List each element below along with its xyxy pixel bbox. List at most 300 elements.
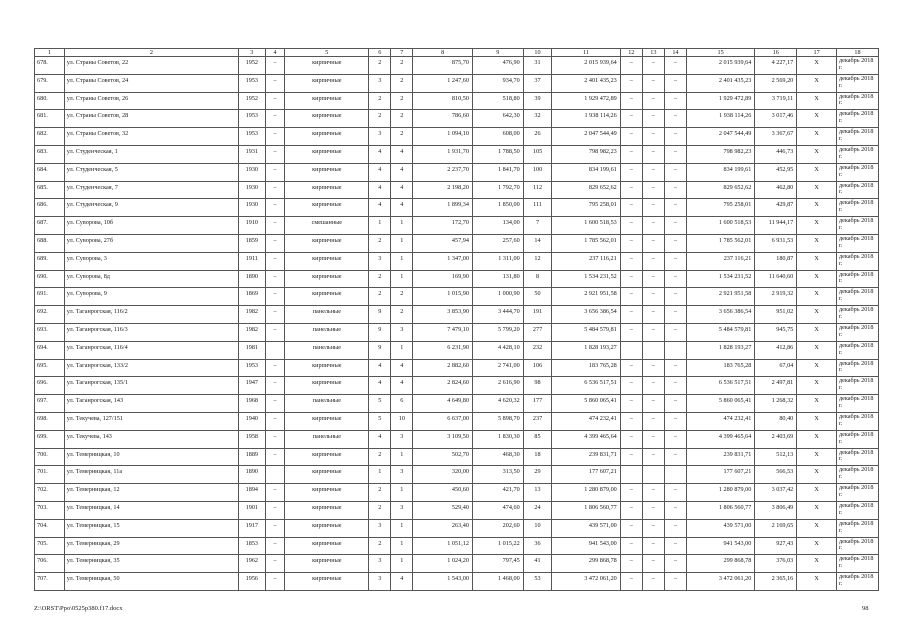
table-cell: 6 536 517,51 [686, 377, 754, 395]
table-cell: 3 472 061,20 [552, 573, 620, 591]
table-cell: 1 929 472,89 [686, 92, 754, 110]
table-cell: X [797, 448, 837, 466]
table-cell [265, 341, 285, 359]
table-cell: 14 [523, 234, 552, 252]
table-cell: – [642, 74, 664, 92]
table-cell: 6 931,53 [755, 234, 797, 252]
table-cell: – [664, 519, 686, 537]
table-cell: – [620, 395, 642, 413]
table-cell: 5 [369, 395, 391, 413]
table-cell: 7 [523, 217, 552, 235]
table-cell: – [664, 537, 686, 555]
table-cell: 1 268,32 [755, 395, 797, 413]
table-cell: – [265, 323, 285, 341]
table-cell: 512,13 [755, 448, 797, 466]
table-cell: декабрь 2018 г. [836, 412, 878, 430]
table-cell: X [797, 288, 837, 306]
table-cell: 1 600 518,53 [686, 217, 754, 235]
table-cell: 1 534 231,52 [686, 270, 754, 288]
table-cell: 5 799,20 [472, 323, 523, 341]
table-row [35, 430, 879, 448]
table-row [35, 466, 879, 484]
table-cell: 3 [369, 573, 391, 591]
table-cell: 177 607,21 [686, 466, 754, 484]
table-cell: X [797, 252, 837, 270]
table-row [35, 448, 879, 466]
table-cell: кирпичные [285, 163, 369, 181]
table-cell: 1 [391, 484, 413, 502]
table-cell: – [265, 74, 285, 92]
table-cell: 1981 [239, 341, 265, 359]
table-cell: – [664, 74, 686, 92]
table-cell: X [797, 217, 837, 235]
table-cell: 2 [391, 288, 413, 306]
table-cell: 106 [523, 359, 552, 377]
table-cell [642, 466, 664, 484]
table-cell: 4 399 465,64 [552, 430, 620, 448]
table-cell: 3 [369, 555, 391, 573]
table-cell: – [620, 537, 642, 555]
table-cell: X [797, 537, 837, 555]
column-header: 13 [642, 49, 664, 57]
table-cell: 3 [391, 323, 413, 341]
table-cell: – [664, 448, 686, 466]
table-cell: – [642, 377, 664, 395]
table-cell: 3 [369, 128, 391, 146]
table-cell: ул. Темерницкая, 12 [64, 484, 238, 502]
table-cell: 642,30 [472, 110, 523, 128]
table-cell: 685. [35, 181, 65, 199]
table-cell: ул. Страны Советов, 26 [64, 92, 238, 110]
table-cell: 1947 [239, 377, 265, 395]
table-cell: 41 [523, 555, 552, 573]
table-cell: – [265, 163, 285, 181]
table-cell: X [797, 199, 837, 217]
table-cell: 1 [369, 466, 391, 484]
table-cell: 9 [369, 341, 391, 359]
table-cell: – [620, 555, 642, 573]
table-cell: 810,50 [413, 92, 473, 110]
column-number-header [35, 49, 879, 57]
table-cell: 239 831,71 [686, 448, 754, 466]
table-cell: – [620, 234, 642, 252]
table-cell: 1930 [239, 199, 265, 217]
table-cell: 2 365,16 [755, 573, 797, 591]
table-cell: 134,00 [472, 217, 523, 235]
table-cell: ул. Темерницкая, 10 [64, 448, 238, 466]
table-row [35, 377, 879, 395]
table-cell: 1 785 562,01 [686, 234, 754, 252]
table-cell: 705. [35, 537, 65, 555]
column-header: 14 [664, 49, 686, 57]
table-cell: – [620, 217, 642, 235]
table-cell: ул. Текучева, 143 [64, 430, 238, 448]
table-cell: декабрь 2018 г. [836, 466, 878, 484]
table-cell: кирпичные [285, 110, 369, 128]
table-cell: 4 [391, 181, 413, 199]
table-cell: – [620, 252, 642, 270]
table-cell: – [664, 217, 686, 235]
table-cell: 3 [369, 519, 391, 537]
table-cell: кирпичные [285, 537, 369, 555]
table-cell: 468,30 [472, 448, 523, 466]
table-cell: 2 [369, 448, 391, 466]
table-cell: 1 788,50 [472, 145, 523, 163]
table-cell: кирпичные [285, 519, 369, 537]
table-cell: – [265, 377, 285, 395]
table-cell: 3 719,11 [755, 92, 797, 110]
table-cell: 3 656 386,54 [552, 306, 620, 324]
table-cell: – [642, 395, 664, 413]
table-cell: 1 931,70 [413, 145, 473, 163]
table-cell: 2 [369, 92, 391, 110]
table-cell: 36 [523, 537, 552, 555]
table-cell: 85 [523, 430, 552, 448]
table-cell: 3 806,49 [755, 501, 797, 519]
table-cell: 111 [523, 199, 552, 217]
table-cell: 3 017,46 [755, 110, 797, 128]
table-cell [664, 466, 686, 484]
table-cell: ул. Темерницкая, 35 [64, 555, 238, 573]
header-row [35, 49, 879, 57]
table-cell: кирпичные [285, 359, 369, 377]
table-cell: 682. [35, 128, 65, 146]
table-cell: 1 247,60 [413, 74, 473, 92]
table-row [35, 341, 879, 359]
table-cell: ул. Студенческая, 9 [64, 199, 238, 217]
table-cell: ул. Темерницкая, 50 [64, 573, 238, 591]
table-cell: 18 [523, 448, 552, 466]
table-cell: X [797, 92, 837, 110]
table-cell: 566,53 [755, 466, 797, 484]
table-cell: 1953 [239, 74, 265, 92]
table-cell: 680. [35, 92, 65, 110]
table-cell: ул. Таганрогская, 116/4 [64, 341, 238, 359]
table-cell: – [664, 181, 686, 199]
table-cell: 172,70 [413, 217, 473, 235]
table-cell: 2 824,60 [413, 377, 473, 395]
table-cell: – [664, 145, 686, 163]
table-cell: – [265, 252, 285, 270]
table-cell: 2 921 951,58 [686, 288, 754, 306]
table-cell: 941 543,00 [552, 537, 620, 555]
table-cell: – [642, 217, 664, 235]
table-cell: – [664, 412, 686, 430]
table-cell: X [797, 128, 837, 146]
table-row [35, 555, 879, 573]
table-cell: 232 [523, 341, 552, 359]
table-cell: 2 921 951,58 [552, 288, 620, 306]
table-cell: – [664, 430, 686, 448]
table-cell: 798 982,23 [686, 145, 754, 163]
table-cell: – [620, 92, 642, 110]
table-cell: 429,87 [755, 199, 797, 217]
table-cell: – [642, 448, 664, 466]
table-cell: 2 [391, 92, 413, 110]
table-cell: декабрь 2018 г. [836, 484, 878, 502]
table-cell: 263,40 [413, 519, 473, 537]
table-cell: 1 347,00 [413, 252, 473, 270]
table-cell: 3 853,90 [413, 306, 473, 324]
table-cell: 786,60 [413, 110, 473, 128]
table-row [35, 537, 879, 555]
column-header: 15 [686, 49, 754, 57]
table-cell: 131,80 [472, 270, 523, 288]
table-cell: X [797, 466, 837, 484]
table-cell: 5 [369, 412, 391, 430]
table-cell: 706. [35, 555, 65, 573]
table-cell: 945,75 [755, 323, 797, 341]
table-cell: 100 [523, 163, 552, 181]
table-cell: 50 [523, 288, 552, 306]
table-cell: X [797, 573, 837, 591]
table-cell: – [265, 484, 285, 502]
table-cell: 875,70 [413, 57, 473, 75]
table-cell: 1930 [239, 181, 265, 199]
table-row [35, 323, 879, 341]
table-cell: 1917 [239, 519, 265, 537]
table-cell: 29 [523, 466, 552, 484]
table-cell: – [620, 270, 642, 288]
table-cell: 798 982,23 [552, 145, 620, 163]
table-row [35, 199, 879, 217]
table-cell: декабрь 2018 г. [836, 555, 878, 573]
table-cell: 697. [35, 395, 65, 413]
table-row [35, 181, 879, 199]
column-header: 10 [523, 49, 552, 57]
table-cell: 927,43 [755, 537, 797, 555]
table-cell: 2 497,81 [755, 377, 797, 395]
column-header: 9 [472, 49, 523, 57]
table-cell: – [620, 377, 642, 395]
table-cell: – [620, 501, 642, 519]
table-cell: 2 [369, 234, 391, 252]
table-cell [620, 466, 642, 484]
table-cell [642, 341, 664, 359]
table-cell: 7 479,10 [413, 323, 473, 341]
table-cell: ул. Таганрогская, 143 [64, 395, 238, 413]
table-cell: – [664, 306, 686, 324]
table-cell: кирпичные [285, 181, 369, 199]
table-cell: X [797, 270, 837, 288]
table-cell: ул. Темерницкая, 11а [64, 466, 238, 484]
table-cell: 237 116,21 [552, 252, 620, 270]
table-cell: 797,45 [472, 555, 523, 573]
table-cell: 177 607,21 [552, 466, 620, 484]
table-cell: 1 [391, 234, 413, 252]
table-cell: 39 [523, 92, 552, 110]
table-cell: 1 051,12 [413, 537, 473, 555]
table-cell: 1 [391, 252, 413, 270]
table-cell: декабрь 2018 г. [836, 519, 878, 537]
table-cell: – [620, 163, 642, 181]
table-cell: 2 047 544,49 [686, 128, 754, 146]
table-cell: 1 899,34 [413, 199, 473, 217]
housing-register-table [34, 48, 879, 591]
table-cell: 2 [391, 57, 413, 75]
table-cell: 2 919,32 [755, 288, 797, 306]
table-cell: 474 232,41 [552, 412, 620, 430]
table-cell: 2 [369, 270, 391, 288]
table-cell: кирпичные [285, 501, 369, 519]
table-cell: 4 [369, 181, 391, 199]
table-cell: – [265, 128, 285, 146]
table-cell: – [664, 484, 686, 502]
table-cell: 1953 [239, 128, 265, 146]
table-cell: декабрь 2018 г. [836, 377, 878, 395]
table-cell: – [265, 448, 285, 466]
table-cell: 412,86 [755, 341, 797, 359]
table-cell: – [664, 252, 686, 270]
table-cell: – [642, 163, 664, 181]
table-cell: 320,00 [413, 466, 473, 484]
table-cell: декабрь 2018 г. [836, 288, 878, 306]
table-cell: X [797, 501, 837, 519]
table-cell: 6 231,90 [413, 341, 473, 359]
table-cell: – [642, 145, 664, 163]
table-cell: ул. Текучева, 127/151 [64, 412, 238, 430]
table-cell: – [664, 234, 686, 252]
table-cell: 529,40 [413, 501, 473, 519]
table-cell: 1 600 518,53 [552, 217, 620, 235]
table-row [35, 145, 879, 163]
table-cell: 2 237,70 [413, 163, 473, 181]
table-cell: 8 [523, 270, 552, 288]
table-cell: 1 850,00 [472, 199, 523, 217]
table-cell: – [620, 181, 642, 199]
table-cell: 1958 [239, 430, 265, 448]
table-cell: 80,40 [755, 412, 797, 430]
table-cell: 4 620,32 [472, 395, 523, 413]
table-cell: 474 232,41 [686, 412, 754, 430]
table-cell: 608,00 [472, 128, 523, 146]
column-header: 5 [285, 49, 369, 57]
table-cell: 1859 [239, 234, 265, 252]
table-cell: декабрь 2018 г. [836, 57, 878, 75]
table-cell: – [642, 288, 664, 306]
table-cell: 439 571,00 [552, 519, 620, 537]
table-cell: панельные [285, 395, 369, 413]
table-cell: кирпичные [285, 199, 369, 217]
table-row [35, 573, 879, 591]
table-cell: ул. Страны Советов, 22 [64, 57, 238, 75]
table-cell: декабрь 2018 г. [836, 359, 878, 377]
column-header: 6 [369, 49, 391, 57]
table-cell: – [265, 519, 285, 537]
table-cell: 462,80 [755, 181, 797, 199]
table-cell: 2 [369, 501, 391, 519]
table-cell: – [664, 110, 686, 128]
table-cell: – [265, 501, 285, 519]
table-cell: кирпичные [285, 92, 369, 110]
column-header: 1 [35, 49, 65, 57]
table-cell: 1 015,22 [472, 537, 523, 555]
table-cell: 3 [391, 430, 413, 448]
table-cell: 6 637,00 [413, 412, 473, 430]
table-cell: 1 828 193,27 [552, 341, 620, 359]
table-row [35, 359, 879, 377]
column-header: 17 [797, 49, 837, 57]
table-cell: 1962 [239, 555, 265, 573]
table-cell: X [797, 555, 837, 573]
table-cell: 1982 [239, 306, 265, 324]
table-cell: 3 037,42 [755, 484, 797, 502]
table-cell: 1 280 879,00 [686, 484, 754, 502]
table-cell: декабрь 2018 г. [836, 270, 878, 288]
table-cell: 1 806 560,77 [686, 501, 754, 519]
table-cell: кирпичные [285, 412, 369, 430]
table-cell: – [664, 288, 686, 306]
table-cell: 700. [35, 448, 65, 466]
table-cell: – [265, 110, 285, 128]
table-cell: 1 938 114,26 [686, 110, 754, 128]
table-cell: 3 367,67 [755, 128, 797, 146]
table-cell: – [664, 359, 686, 377]
table-cell: 679. [35, 74, 65, 92]
table-cell: 1 785 562,01 [552, 234, 620, 252]
column-header: 8 [413, 49, 473, 57]
table-cell: кирпичные [285, 270, 369, 288]
table-cell: – [642, 128, 664, 146]
table-cell: 3 [369, 74, 391, 92]
table-cell: 5 484 579,81 [552, 323, 620, 341]
table-cell: кирпичные [285, 145, 369, 163]
table-cell: 4 [369, 430, 391, 448]
table-cell: ул. Страны Советов, 32 [64, 128, 238, 146]
table-cell: – [620, 519, 642, 537]
table-cell: 5 860 065,41 [552, 395, 620, 413]
table-cell: декабрь 2018 г. [836, 323, 878, 341]
table-cell: 4 [391, 359, 413, 377]
table-cell: – [265, 92, 285, 110]
table-cell: ул. Студенческая, 5 [64, 163, 238, 181]
table-cell: 4 428,10 [472, 341, 523, 359]
table-cell: кирпичные [285, 288, 369, 306]
table-cell: 37 [523, 74, 552, 92]
table-cell: 1 792,70 [472, 181, 523, 199]
table-cell: декабрь 2018 г. [836, 181, 878, 199]
table-cell: 502,70 [413, 448, 473, 466]
table-cell: декабрь 2018 г. [836, 448, 878, 466]
table-cell: – [620, 484, 642, 502]
table-cell: 1910 [239, 217, 265, 235]
table-cell: 1 938 114,26 [552, 110, 620, 128]
table-cell: 421,70 [472, 484, 523, 502]
table-cell: 277 [523, 323, 552, 341]
table-cell: X [797, 359, 837, 377]
table-cell: 2 569,20 [755, 74, 797, 92]
table-cell: 2 [391, 110, 413, 128]
table-cell: X [797, 74, 837, 92]
table-cell: 1894 [239, 484, 265, 502]
table-cell: – [265, 412, 285, 430]
table-cell: 2 [369, 484, 391, 502]
table-cell: декабрь 2018 г. [836, 74, 878, 92]
table-cell: 2 [391, 74, 413, 92]
table-cell: 169,90 [413, 270, 473, 288]
table-cell: 1 015,90 [413, 288, 473, 306]
table-cell: 2 401 435,23 [686, 74, 754, 92]
table-cell: – [620, 573, 642, 591]
table-cell: декабрь 2018 г. [836, 128, 878, 146]
table-cell: панельные [285, 341, 369, 359]
table-cell: – [664, 270, 686, 288]
table-cell: X [797, 484, 837, 502]
table-cell: 2 [391, 128, 413, 146]
table-cell: – [265, 359, 285, 377]
table-cell: 2 [369, 288, 391, 306]
table-cell: 684. [35, 163, 65, 181]
